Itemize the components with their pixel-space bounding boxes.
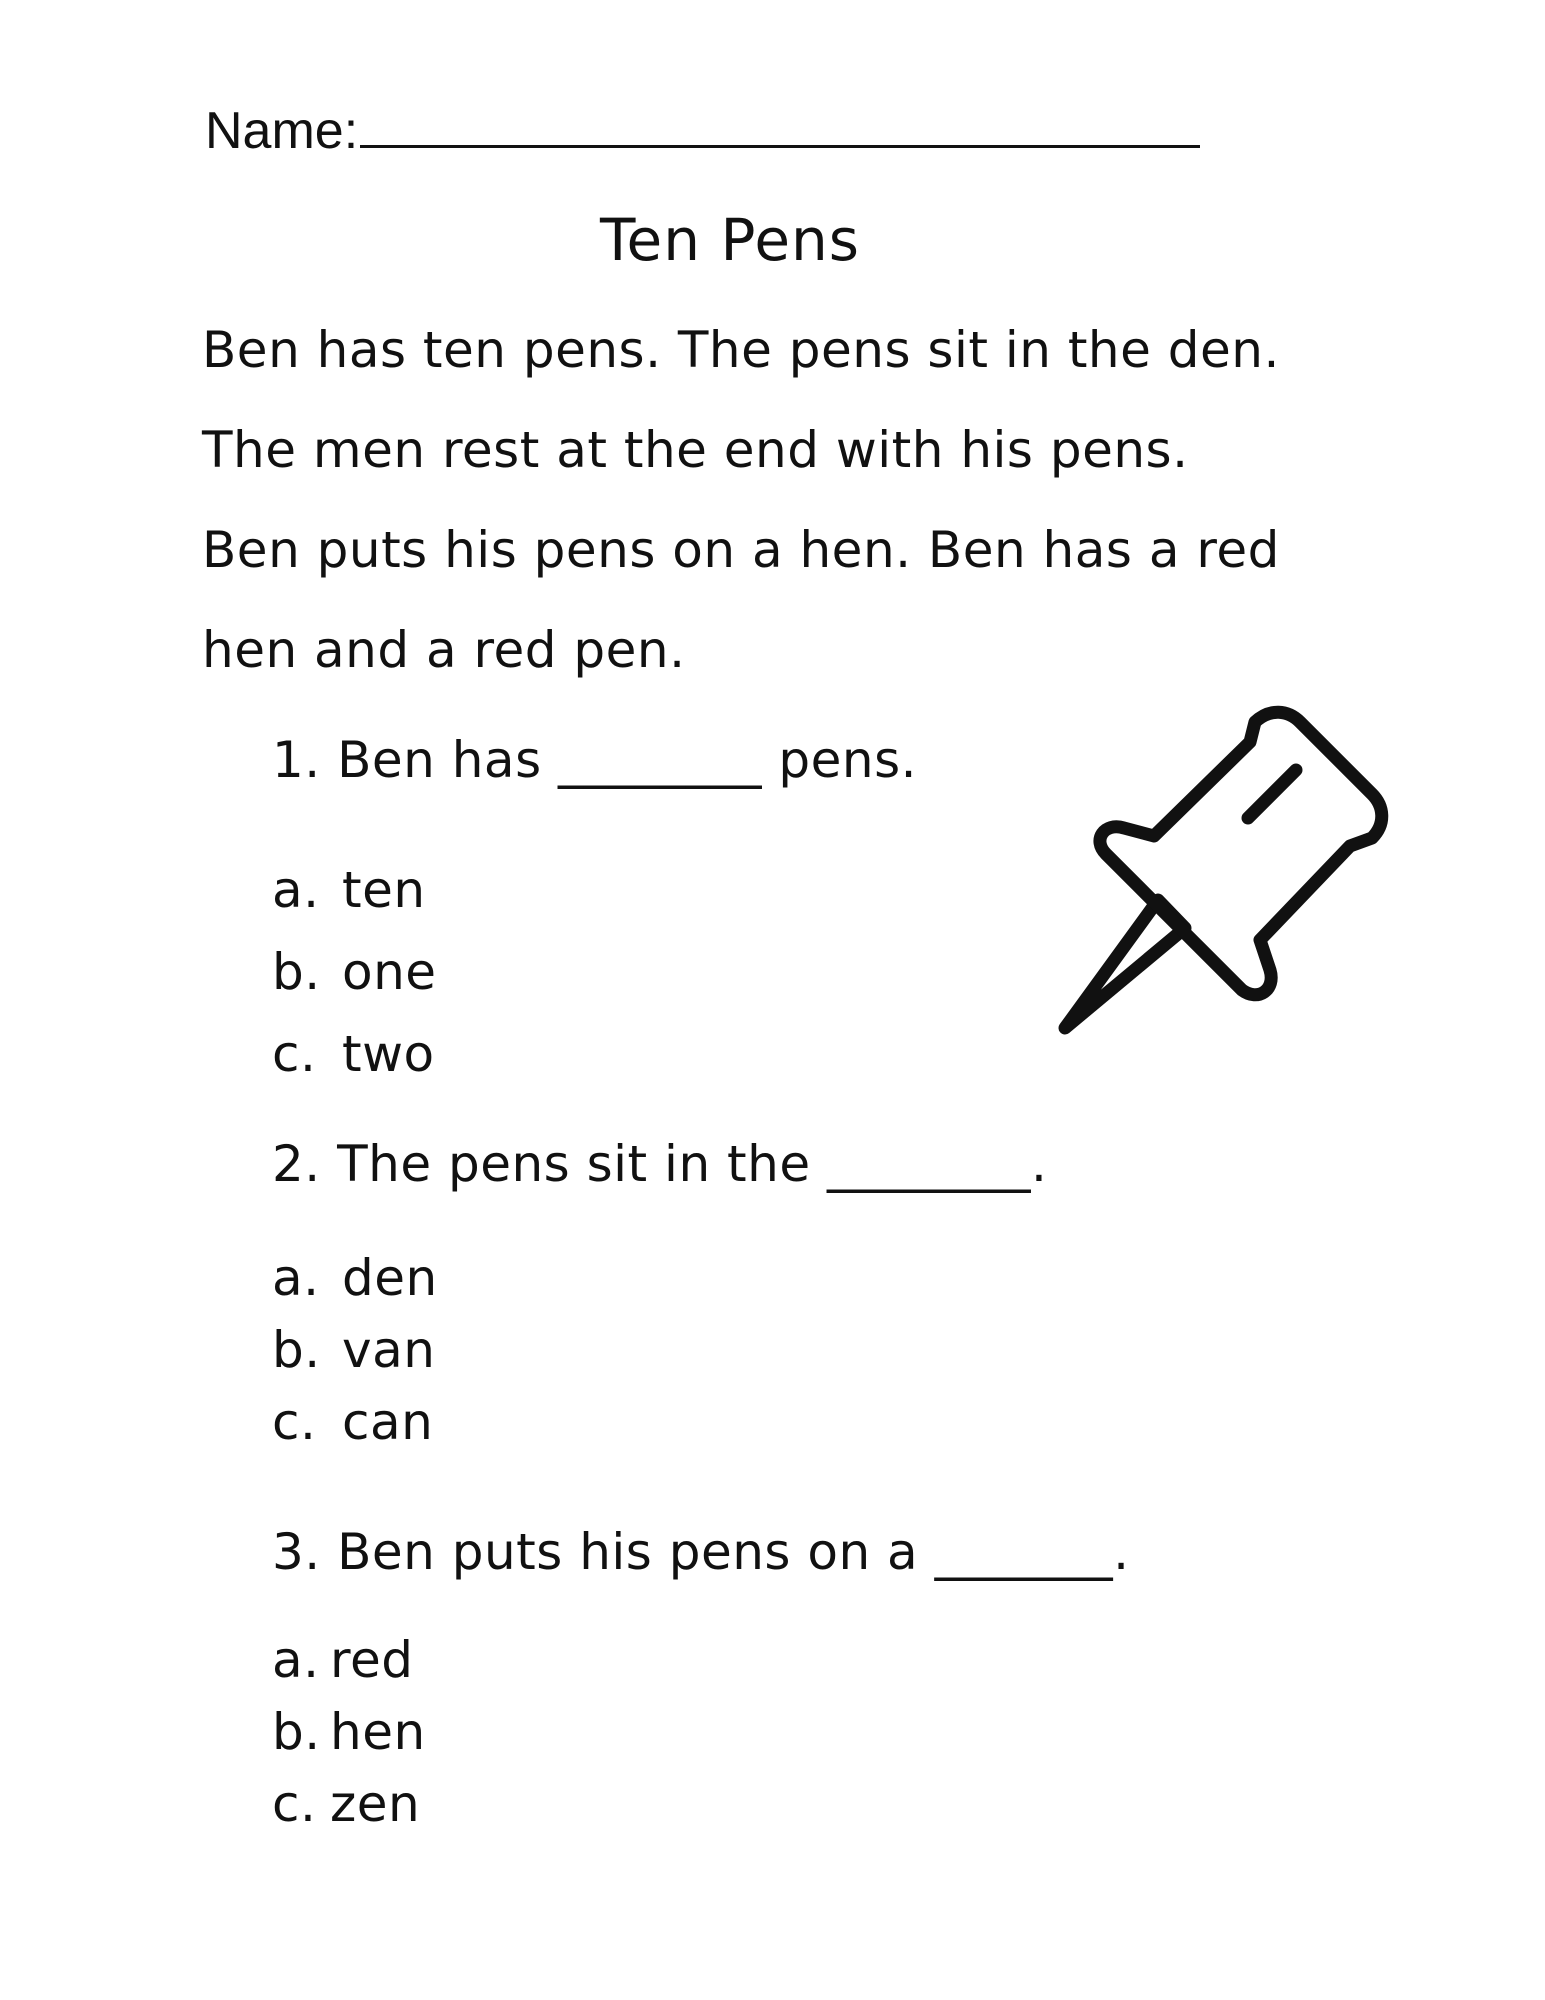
- option-letter: c.: [272, 1393, 317, 1451]
- option-text: can: [342, 1393, 434, 1451]
- question-3-option-b: [272, 1702, 426, 1762]
- passage-line: The men rest at the end with his pens.: [202, 421, 1189, 479]
- option-text: hen: [330, 1703, 426, 1761]
- question-3-option-a: [272, 1630, 413, 1690]
- option-letter: a.: [272, 1249, 320, 1307]
- reading-passage: [202, 300, 1352, 700]
- question-2-option-c: [272, 1392, 433, 1452]
- option-letter: c.: [272, 1775, 317, 1833]
- question-2: 2. The pens sit in the ________.: [272, 1135, 1048, 1193]
- question-1-option-c: [272, 1024, 435, 1084]
- worksheet-title: Ten Pens: [599, 206, 861, 274]
- option-text: one: [342, 943, 437, 1001]
- passage-line: Ben puts his pens on a hen. Ben has a red: [202, 521, 1280, 579]
- question-1-option-b: [272, 942, 437, 1002]
- option-text: ten: [342, 861, 426, 919]
- option-letter: c.: [272, 1025, 317, 1083]
- passage-line: hen and a red pen.: [202, 621, 686, 679]
- passage-line: Ben has ten pens. The pens sit in the den.: [202, 321, 1280, 379]
- question-3-option-c: [272, 1774, 420, 1834]
- option-text: zen: [330, 1775, 421, 1833]
- question-2-option-b: [272, 1320, 435, 1380]
- name-label: Name:: [205, 102, 359, 160]
- pushpin-icon: [1050, 700, 1390, 1040]
- option-letter: b.: [272, 1703, 321, 1761]
- option-text: van: [342, 1321, 436, 1379]
- option-text: den: [342, 1249, 438, 1307]
- question-1: 1. Ben has ________ pens.: [272, 731, 918, 789]
- question-1-option-a: [272, 860, 426, 920]
- option-text: red: [330, 1631, 414, 1689]
- name-field: [205, 95, 1200, 161]
- option-letter: a.: [272, 1631, 320, 1689]
- question-2-option-a: [272, 1248, 438, 1308]
- question-3: 3. Ben puts his pens on a _______.: [272, 1523, 1130, 1581]
- option-text: two: [342, 1025, 435, 1083]
- name-blank-line: [360, 95, 1200, 148]
- option-letter: b.: [272, 943, 321, 1001]
- option-letter: a.: [272, 861, 320, 919]
- option-letter: b.: [272, 1321, 321, 1379]
